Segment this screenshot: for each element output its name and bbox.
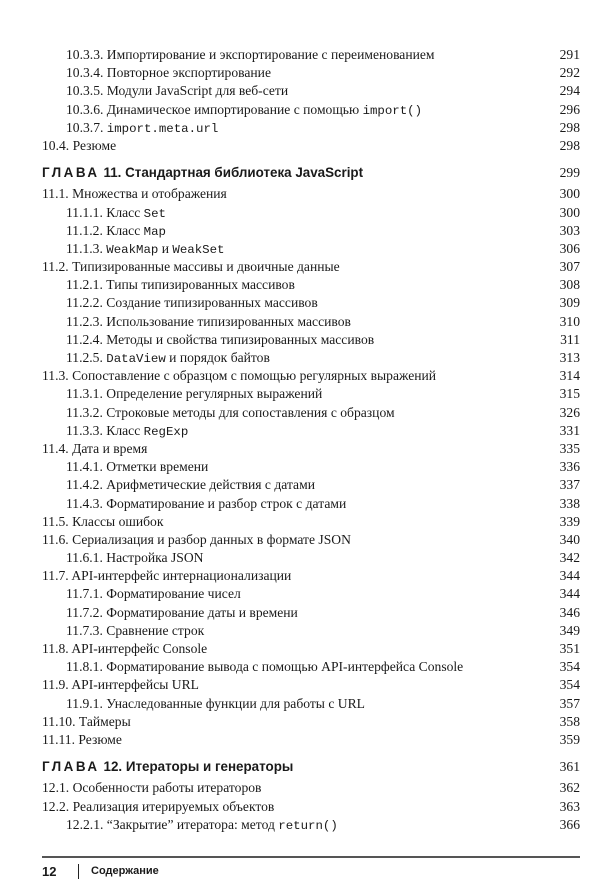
- toc-section-entry[interactable]: [42, 798, 580, 816]
- toc-block-chapter-12: [42, 779, 580, 834]
- entry-title: [42, 713, 131, 731]
- entry-title: [66, 101, 422, 120]
- entry-text: 10.4. Резюме: [42, 137, 117, 153]
- entry-title: [42, 640, 207, 658]
- footer-page-number: 12: [42, 863, 57, 879]
- entry-code: WeakMap: [106, 242, 159, 257]
- chapter-heading-11[interactable]: [42, 164, 580, 182]
- entry-text: 11.7.1. Форматирование чисел: [66, 586, 241, 602]
- page-number: 338: [559, 495, 580, 511]
- entry-text: 10.3.4. Повторное экспортирование: [66, 65, 271, 81]
- entry-title: [42, 798, 274, 816]
- chapter-label: ГЛАВА: [42, 165, 100, 181]
- toc-subsection-entry[interactable]: [42, 422, 580, 440]
- entry-text: 11.3.1. Определение регулярных выражений: [66, 386, 323, 402]
- entry-text: 11.1.1. Класс: [66, 204, 144, 220]
- entry-text: и: [158, 240, 173, 256]
- entry-title: [66, 585, 241, 603]
- footer-separator: [78, 864, 79, 879]
- page-number: 291: [559, 47, 580, 62]
- entry-text: 11.9.1. Унаследованные функции для работы с URL: [66, 695, 365, 711]
- entry-text: 11.1. Множества и отображения: [42, 186, 227, 202]
- entry-title: [66, 476, 315, 494]
- toc-section-entry[interactable]: [42, 779, 580, 797]
- page-number: 366: [559, 816, 580, 832]
- entry-title: [42, 440, 147, 458]
- toc-subsection-entry[interactable]: [42, 240, 580, 258]
- entry-text: 11.4. Дата и время: [42, 440, 148, 456]
- toc-subsection-entry[interactable]: [42, 604, 580, 622]
- chapter-title: [42, 758, 293, 776]
- entry-code: Map: [143, 224, 166, 239]
- page-number: 337: [559, 477, 580, 493]
- toc-section-entry[interactable]: [42, 137, 580, 155]
- entry-code: import(): [362, 103, 423, 118]
- toc-subsection-entry[interactable]: [42, 204, 580, 222]
- entry-text: 11.1.3.: [66, 240, 107, 256]
- entry-title: [42, 185, 227, 203]
- toc-section-entry[interactable]: [42, 676, 580, 694]
- entry-text: 12.1. Особенности работы итераторов: [42, 780, 262, 796]
- entry-code: WeakSet: [172, 242, 225, 257]
- toc-block-chapter-10: [42, 46, 580, 155]
- page-number: 344: [559, 586, 580, 602]
- page-number: 299: [559, 165, 580, 181]
- entry-text: 11.4.3. Форматирование и разбор строк с датами: [66, 495, 347, 511]
- entry-text: 10.3.5. Модули JavaScript для веб-сети: [66, 83, 289, 99]
- toc-section-entry[interactable]: [42, 731, 580, 749]
- toc-section-entry[interactable]: [42, 367, 580, 385]
- entry-title: [66, 695, 365, 713]
- chapter-heading-12[interactable]: [42, 758, 580, 776]
- entry-text: 11.2.2. Создание типизированных массивов: [66, 295, 318, 311]
- toc-subsection-entry[interactable]: [42, 276, 580, 294]
- entry-title: [42, 731, 122, 749]
- toc-section-entry[interactable]: [42, 640, 580, 658]
- page-number: 300: [559, 204, 580, 220]
- entry-text: 11.3.3. Класс: [66, 422, 144, 438]
- toc-subsection-entry[interactable]: [42, 385, 580, 403]
- entry-title: [42, 367, 436, 385]
- entry-text: 11.3.2. Строковые методы для сопоставления с образцом: [66, 404, 395, 420]
- page-number: 344: [559, 568, 580, 584]
- entry-code: RegExp: [143, 424, 189, 439]
- toc-subsection-entry[interactable]: [42, 101, 580, 119]
- entry-text: 12.2. Реализация итерируемых объектов: [42, 798, 275, 814]
- entry-title: [66, 458, 208, 476]
- entry-text: 11.2.1. Типы типизированных массивов: [66, 277, 295, 293]
- entry-title: [42, 779, 261, 797]
- toc-subsection-entry[interactable]: [42, 816, 580, 834]
- entry-text: 11.8. API-интерфейс Console: [42, 641, 208, 656]
- toc-subsection-entry[interactable]: [42, 349, 580, 367]
- page-number: 336: [559, 459, 580, 475]
- page-number: 303: [559, 222, 580, 238]
- entry-title: [66, 385, 322, 403]
- entry-title: [66, 313, 351, 331]
- entry-code: return(): [278, 818, 338, 833]
- toc-subsection-entry[interactable]: [42, 313, 580, 331]
- entry-title: [42, 258, 340, 276]
- entry-title: [66, 622, 204, 640]
- toc-section-entry[interactable]: [42, 440, 580, 458]
- toc-subsection-entry[interactable]: [42, 458, 580, 476]
- page-number: 308: [559, 277, 580, 293]
- entry-title: [66, 604, 298, 622]
- toc-section-entry[interactable]: [42, 531, 580, 549]
- entry-title: [66, 404, 395, 422]
- toc-section-entry[interactable]: [42, 258, 580, 276]
- toc-subsection-entry[interactable]: [42, 695, 580, 713]
- page-number: 359: [559, 731, 580, 747]
- toc-subsection-entry[interactable]: [42, 585, 580, 603]
- page-number: 300: [559, 186, 580, 202]
- entry-text: 11.7.2. Форматирование даты и времени: [66, 604, 298, 620]
- page-number: 314: [559, 368, 580, 384]
- toc-subsection-entry[interactable]: [42, 495, 580, 513]
- toc-section-entry[interactable]: [42, 713, 580, 731]
- entry-title: [66, 222, 166, 241]
- page-number: 342: [559, 550, 580, 566]
- footer-section-title: Содержание: [91, 865, 159, 877]
- toc-subsection-entry[interactable]: [42, 622, 580, 640]
- entry-title: [66, 46, 435, 64]
- entry-title: [42, 513, 163, 531]
- page-number: 351: [559, 641, 580, 656]
- entry-text: 11.1.2. Класс: [66, 222, 144, 238]
- entry-title: [42, 531, 351, 549]
- entry-title: [66, 240, 224, 259]
- page-number: 298: [559, 119, 580, 135]
- page-number: 362: [559, 780, 580, 796]
- page-number: 340: [559, 531, 580, 547]
- entry-title: [66, 204, 166, 223]
- page-number: 307: [559, 259, 580, 275]
- toc-section-entry[interactable]: [42, 567, 580, 585]
- page-number: 309: [559, 295, 580, 311]
- page-number: 346: [559, 604, 580, 620]
- entry-text: 11.2.3. Использование типизированных массивов: [66, 313, 351, 329]
- toc-subsection-entry[interactable]: [42, 82, 580, 100]
- chapter-name: 11. Стандартная библиотека JavaScript: [103, 165, 364, 181]
- footer-divider: [42, 856, 580, 858]
- page-number: 310: [559, 313, 580, 329]
- page-number: 306: [559, 240, 580, 256]
- toc-subsection-entry[interactable]: [42, 331, 580, 349]
- page-number: 363: [559, 798, 580, 814]
- page-footer: [42, 862, 159, 880]
- entry-title: [66, 82, 288, 100]
- toc-subsection-entry[interactable]: [42, 46, 580, 64]
- toc-subsection-entry[interactable]: [42, 658, 580, 676]
- entry-text: 11.2.4. Методы и свойства типизированных массивов: [66, 331, 375, 347]
- toc-section-entry[interactable]: [42, 513, 580, 531]
- entry-title: [42, 137, 116, 155]
- entry-text: 11.10. Таймеры: [42, 713, 131, 729]
- entry-title: [66, 276, 295, 294]
- entry-text: 11.6. Сериализация и разбор данных в формате JSON: [42, 531, 351, 547]
- entry-title: [42, 567, 291, 585]
- page-number: 354: [559, 659, 580, 675]
- entry-title: [66, 331, 374, 349]
- entry-text: 12.2.1. “Закрытие” итератора: метод: [66, 816, 279, 832]
- page-number: 315: [559, 386, 580, 402]
- entry-text: 11.4.1. Отметки времени: [66, 459, 209, 475]
- entry-title: [66, 816, 338, 835]
- entry-text: 10.3.7.: [66, 119, 107, 135]
- page-number: 296: [559, 101, 580, 117]
- page-number: 292: [559, 65, 580, 81]
- entry-text: 10.3.3. Импортирование и экспортирование с переименованием: [66, 47, 435, 62]
- entry-text: 11.2. Типизированные массивы и двоичные данные: [42, 259, 340, 275]
- toc-subsection-entry[interactable]: [42, 549, 580, 567]
- toc-subsection-entry[interactable]: [42, 476, 580, 494]
- page-number: 349: [559, 622, 580, 638]
- page-number: 357: [559, 695, 580, 711]
- toc-subsection-entry[interactable]: [42, 222, 580, 240]
- entry-text: 11.2.5.: [66, 350, 107, 365]
- page-number: 331: [559, 422, 580, 438]
- entry-code: Set: [143, 206, 166, 221]
- entry-title: [66, 294, 318, 312]
- entry-text: 11.11. Резюме: [42, 731, 122, 747]
- page-number: 326: [559, 404, 580, 420]
- entry-text: 11.3. Сопоставление с образцом с помощью регулярных выражений: [42, 368, 437, 384]
- entry-text: 11.7.3. Сравнение строк: [66, 622, 205, 638]
- entry-title: [66, 549, 203, 567]
- page-number: 354: [559, 677, 580, 693]
- entry-code: DataView: [106, 352, 166, 366]
- page-number: 335: [559, 440, 580, 456]
- entry-text: 11.9. API-интерфейсы URL: [42, 677, 199, 693]
- entry-title: [66, 64, 271, 82]
- entry-title: [66, 658, 463, 676]
- page-number: 311: [560, 331, 580, 347]
- entry-title: [66, 119, 218, 138]
- entry-title: [66, 422, 188, 441]
- entry-text: 11.6.1. Настройка JSON: [66, 550, 204, 566]
- entry-text: 11.7. API-интерфейс интернационализации: [42, 568, 292, 584]
- chapter-name: 12. Итераторы и генераторы: [103, 759, 294, 775]
- entry-text: 10.3.6. Динамическое импортирование с помощью: [66, 101, 363, 117]
- entry-title: [42, 676, 199, 694]
- chapter-label: ГЛАВА: [42, 759, 100, 775]
- page-number: 294: [559, 83, 580, 99]
- toc-subsection-entry[interactable]: [42, 404, 580, 422]
- page-number: 361: [559, 759, 580, 775]
- entry-text: и порядок байтов: [165, 350, 270, 365]
- entry-title: [66, 495, 346, 513]
- entry-text: 11.4.2. Арифметические действия с датами: [66, 477, 315, 493]
- page-number: 298: [559, 137, 580, 153]
- toc-subsection-entry[interactable]: [42, 64, 580, 82]
- toc-subsection-entry[interactable]: [42, 119, 580, 137]
- page-number: 358: [559, 713, 580, 729]
- entry-title: [66, 349, 270, 368]
- table-of-contents: [42, 46, 580, 834]
- toc-section-entry[interactable]: [42, 185, 580, 203]
- entry-text: 11.8.1. Форматирование вывода с помощью API-интерфейса Console: [66, 659, 464, 675]
- page-number: 339: [559, 513, 580, 529]
- toc-block-chapter-11: [42, 185, 580, 749]
- chapter-title: [42, 164, 363, 182]
- toc-subsection-entry[interactable]: [42, 294, 580, 312]
- page-number: 313: [559, 350, 580, 365]
- entry-code: import.meta.url: [106, 121, 219, 136]
- entry-text: 11.5. Классы ошибок: [42, 513, 164, 529]
